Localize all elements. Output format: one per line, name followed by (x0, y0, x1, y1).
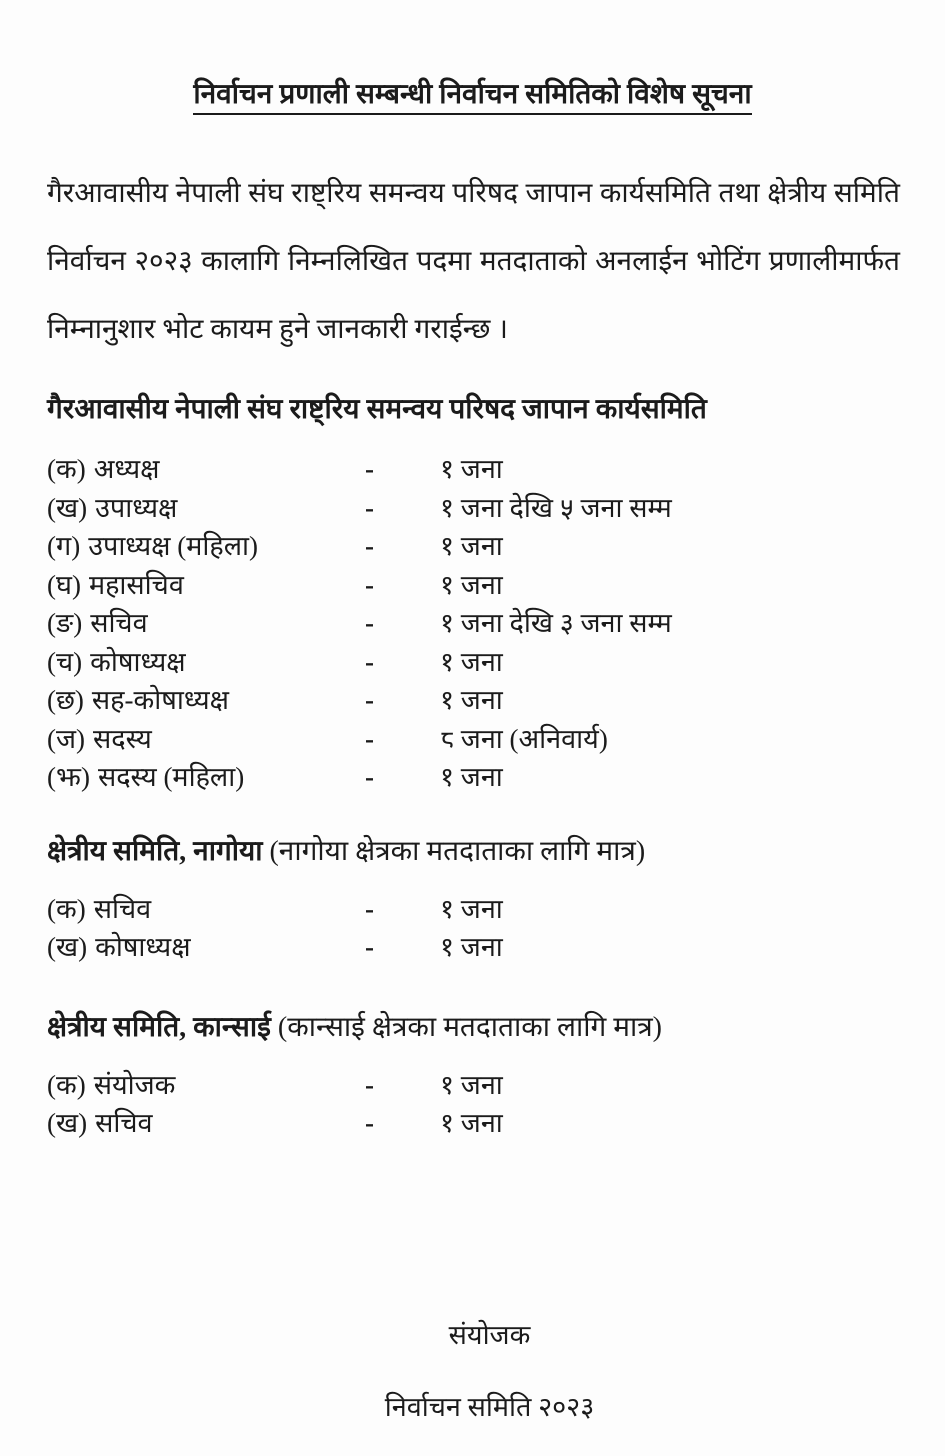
position-label-cell (47, 681, 365, 720)
position-count: १ जना देखि ५ जना सम्म (440, 492, 672, 523)
position-row (47, 1104, 900, 1143)
row-separator: - (365, 1069, 374, 1100)
section-heading (47, 1008, 900, 1048)
position-name: कोषाध्यक्ष (95, 932, 191, 962)
row-marker: (ङ) (47, 608, 83, 638)
position-name: सदस्य (93, 723, 152, 754)
position-name: उपाध्यक्ष (95, 492, 178, 523)
position-label-cell (47, 566, 365, 605)
position-name: सचिव (93, 893, 152, 924)
row-marker: (ख) (47, 1108, 88, 1138)
signature-role: संयोजक (448, 1319, 531, 1350)
section-heading-note: (कान्साई क्षेत्रका मतदाताका लागि मात्र) (277, 1011, 663, 1043)
document-title-text: निर्वाचन प्रणाली सम्बन्धी निर्वाचन समितिको विशेष सूचना (193, 79, 751, 115)
position-name: महासचिव (88, 569, 184, 600)
position-label-cell (47, 890, 365, 929)
position-label-cell (47, 604, 365, 643)
position-row (47, 450, 900, 489)
position-label-cell (47, 643, 365, 682)
row-separator: - (365, 723, 374, 754)
row-separator: - (365, 685, 374, 715)
position-row (47, 928, 900, 967)
position-label-cell (47, 758, 365, 797)
row-separator: - (365, 569, 374, 600)
section-heading-title: क्षेत्रीय समिति, कान्साई (47, 1011, 271, 1043)
position-rows (47, 450, 900, 797)
section-heading-title: क्षेत्रीय समिति, नागोया (47, 835, 263, 867)
row-separator: - (365, 762, 374, 792)
row-separator: - (365, 492, 374, 523)
row-marker: (क) (47, 1069, 86, 1100)
row-separator: - (365, 646, 374, 677)
row-marker: (ज) (47, 723, 86, 754)
position-name: सचिव (95, 1108, 153, 1138)
row-separator: - (365, 1108, 374, 1138)
committee-section (47, 390, 900, 797)
position-label-cell (47, 489, 365, 528)
section-heading-title: गैरआवासीय नेपाली संघ राष्ट्रिय समन्वय परिषद जापान कार्यसमिति (47, 394, 707, 425)
position-rows (47, 1066, 900, 1143)
section-heading (47, 832, 900, 872)
position-row (47, 681, 900, 720)
row-marker: (क) (47, 893, 86, 924)
row-marker: (ख) (47, 932, 88, 962)
row-marker: (ग) (47, 531, 81, 561)
row-marker: (घ) (47, 569, 81, 600)
signature-block (0, 1318, 945, 1424)
position-name: सदस्य (महिला) (97, 762, 245, 792)
position-name: संयोजक (93, 1069, 176, 1100)
position-count: १ जना (440, 893, 503, 924)
section-heading-note: (नागोया क्षेत्रका मतदाताका लागि मात्र) (269, 835, 646, 867)
row-marker: (ख) (47, 492, 88, 523)
position-row (47, 758, 900, 797)
row-separator: - (365, 608, 374, 638)
position-count: १ जना (440, 569, 503, 600)
position-name: अध्यक्ष (93, 454, 160, 484)
sections-container (47, 390, 900, 1143)
position-label-cell (47, 720, 365, 759)
position-count: १ जना (440, 1069, 503, 1100)
position-count: १ जना (440, 1108, 503, 1138)
committee-section (47, 1008, 900, 1143)
position-count: ८ जना (अनिवार्य) (440, 723, 608, 754)
row-separator: - (365, 454, 374, 484)
position-row (47, 527, 900, 566)
position-row (47, 1066, 900, 1105)
position-row (47, 489, 900, 528)
position-row (47, 720, 900, 759)
row-marker: (क) (47, 454, 86, 484)
row-separator: - (365, 531, 374, 561)
position-rows (47, 890, 900, 967)
position-row (47, 890, 900, 929)
position-name: कोषाध्यक्ष (90, 646, 186, 677)
position-row (47, 643, 900, 682)
position-row (47, 604, 900, 643)
position-count: १ जना (440, 646, 503, 677)
position-label-cell (47, 1066, 365, 1105)
position-count: १ जना (440, 932, 503, 962)
row-marker: (छ) (47, 685, 84, 715)
row-separator: - (365, 893, 374, 924)
position-count: १ जना (440, 685, 503, 715)
position-label-cell (47, 527, 365, 566)
position-name: उपाध्यक्ष (महिला) (88, 531, 258, 561)
position-name: सचिव (90, 608, 148, 638)
section-heading (47, 390, 900, 430)
position-name: सह-कोषाध्यक्ष (91, 685, 230, 715)
intro-paragraph: गैरआवासीय नेपाली संघ राष्ट्रिय समन्वय परिषद जापान कार्यसमिति तथा क्षेत्रीय समिति निर्वाचन २०२३ कालागि निम्नलिखित पदमा मतदाताको अनलाईन भोटिंग प्रणालीमार्फत निम्नानुशार भोट कायम हुने जानकारी गराईन्छ । (47, 178, 900, 345)
signature-committee: निर्वाचन समिति २०२३ (384, 1391, 595, 1422)
position-count: १ जना (440, 454, 503, 484)
position-label-cell (47, 450, 365, 489)
position-label-cell (47, 1104, 365, 1143)
position-count: १ जना (440, 531, 503, 561)
position-row (47, 566, 900, 605)
position-label-cell (47, 928, 365, 967)
position-count: १ जना (440, 762, 503, 792)
position-count: १ जना देखि ३ जना सम्म (440, 608, 672, 638)
row-separator: - (365, 932, 374, 962)
row-marker: (च) (47, 646, 83, 677)
committee-section (47, 832, 900, 967)
document-title (0, 0, 945, 114)
row-marker: (झ) (47, 762, 90, 792)
